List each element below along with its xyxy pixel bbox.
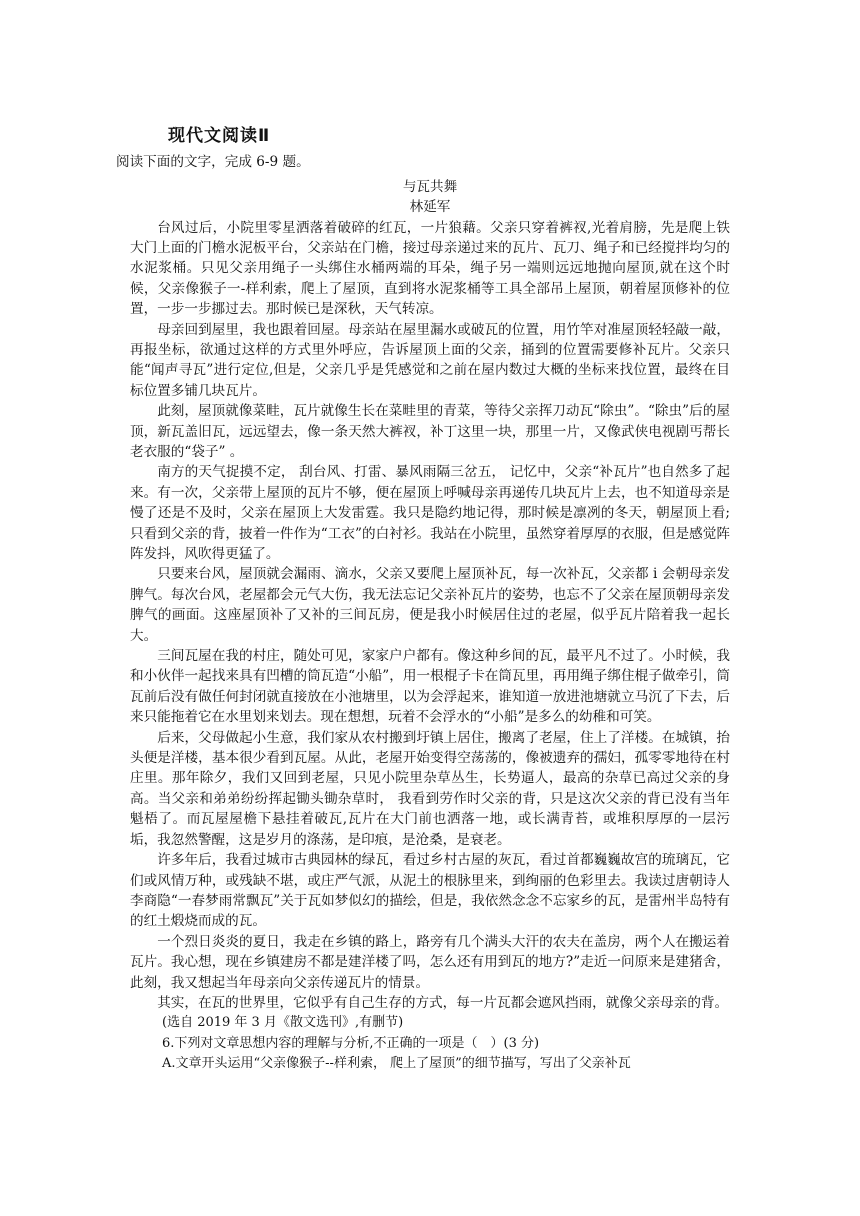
section-title: 现代文阅读Ⅱ (168, 126, 271, 146)
essay-paragraph: 母亲回到屋里，我也跟着回屋。母亲站在屋里漏水或破瓦的位置，用竹竿对准屋顶轻轻敲一敲，再报坐标，欲通过这样的方式里外呼应，告诉屋顶上面的父亲，捅到的位置需要修补瓦片。父亲只能“闻声寻瓦”进行定位,但是，父亲几乎是凭感觉和之前在屋内数过大概的坐标来找位置，最终在目标位置多铺几块瓦片。 (130, 321, 730, 399)
essay-paragraph: 一个烈日炎炎的夏日，我走在乡镇的路上，路旁有几个满头大汗的农夫在盖房，两个人在搬运着瓦片。我心想，现在乡镇建房不都是建洋楼了吗，怎么还有用到瓦的地方?”走近一问原来是建猪舍，此刻，我又想起当年母亲向父亲传递瓦片的情景。 (130, 933, 730, 991)
essay-source: (选自 2019 年 3 月《散文选刊》,有删节) (162, 1015, 404, 1031)
document-page (116, 124, 730, 1075)
essay-author: 林延军 (409, 199, 451, 215)
question-option-a: A.文章开头运用“父亲像猴子--样利索， 爬上了屋顶”的细节描写，写出了父亲补瓦 (162, 1056, 631, 1072)
essay-paragraph: 台风过后，小院里零星洒落着破碎的红瓦，一片狼藉。父亲只穿着裤衩,光着肩膀，先是爬上铁大门上面的门檐水泥板平台，父亲站在门檐，接过母亲递过来的瓦片、瓦刀、绳子和已经搅拌均匀的水泥浆桶。只见父亲用绳子一头绑住水桶两端的耳朵，绳子另一端则远远地抛向屋顶,就在这个时候，父亲像猴子一-样利索，爬上了屋顶，直到将水泥浆桶等工具全部吊上屋顶，朝着屋顶修补的位置，一步一步挪过去。那时候已是深秋，天气转凉。 (130, 219, 730, 318)
essay-paragraph: 许多年后，我看过城市古典园林的绿瓦，看过乡村古屋的灰瓦，看过首都巍巍故宫的琉璃瓦，它们或风情万种，或残缺不堪，或庄严气派，从泥土的根脉里来，到绚丽的色彩里去。我读过唐朝诗人李商隐“一春梦雨常飘瓦”关于瓦如梦似幻的描绘，但是，我依然念念不忘家乡的瓦，是雷州半岛特有的红土煅烧而成的瓦。 (130, 852, 730, 930)
essay-paragraph: 后来，父母做起小生意，我们家从农村搬到圩镇上居住，搬离了老屋，住上了洋楼。在城镇，抬头便是洋楼，基本很少看到瓦屋。从此，老屋开始变得空荡荡的，像被遗弃的孺妇，孤零零地待在村庄里。那年除夕，我们又回到老屋，只见小院里杂草丛生，长势逼人，最高的杂草已高过父亲的身高。当父亲和弟弟纷纷挥起锄头锄杂草时， 我看到劳作时父亲的背，只是这次父亲的背已没有当年魁梧了。而瓦屋屋檐下悬挂着破瓦,瓦片在大门前也洒落一地，或长满青苔，或堆积厚厚的一层污垢，我忽然警醒，这是岁月的涤荡，是印痕，是沧桑，是衰老。 (130, 729, 730, 848)
essay-paragraph: 其实，在瓦的世界里，它似乎有自己生存的方式，每一片瓦都会遮风挡雨，就像父亲母亲的背。 (157, 994, 729, 1011)
essay-paragraph: 只要来台风，屋顶就会漏雨、滴水，父亲又要爬上屋顶补瓦，每一次补瓦，父亲都 i 会朝母亲发脾气。每次台风，老屋都会元气大伤，我无法忘记父亲补瓦片的姿势，也忘不了父亲在屋顶朝母亲发脾气的画面。这座屋顶补了又补的三间瓦房，便是我小时候居住过的老屋，似乎瓦片陪着我一起长大。 (130, 566, 730, 644)
essay-paragraph: 三间瓦屋在我的村庄，随处可见，家家户户都有。像这种乡间的瓦，最平凡不过了。小时候，我和小伙伴一起找来具有凹槽的筒瓦造“小船”，用一根棍子卡在筒瓦里，再用绳子绑住棍子做牵引，筒瓦前后没有做任何封闭就直接放在小池塘里，以为会浮起来，谁知道一放进池塘就立马沉了下去，后来只能拖着它在水里划来划去。现在想想，玩着不会浮水的“小船”是多么的幼稚和可笑。 (130, 648, 730, 726)
essay-paragraph: 此刻，屋顶就像菜畦，瓦片就像生长在菜畦里的青菜，等待父亲挥刀动瓦“除虫”。“除虫”后的屋顶，新瓦盖旧瓦，远远望去，像一条天然大裤衩，补丁这里一块，那里一片，又像武侠电视剧丐帮长老衣服的“袋子” 。 (130, 403, 730, 460)
question-stem: 6.下列对文章思想内容的理解与分析,不正确的一项是（ ）(3 分) (162, 1035, 540, 1051)
essay-title: 与瓦共舞 (402, 178, 458, 195)
essay-paragraph: 南方的天气捉摸不定， 刮台风、打雷、暴风雨隔三岔五， 记忆中，父亲“补瓦片”也自然多了起来。有一次，父亲带上屋顶的瓦片不够，便在屋顶上呼喊母亲再递传几块瓦片上去，也不知道母亲是慢了还是不及时，父亲在屋顶上大发雷霆。我只是隐约地记得，那时候是凛冽的冬天，朝屋顶上看;只看到父亲的背，披着一件作为“工衣”的白衬衫。我站在小院里，虽然穿着厚厚的衣服，但是感觉阵阵发抖，风吹得更猛了。 (130, 464, 730, 562)
reading-instruction: 阅读下面的文字，完成 6-9 题。 (116, 154, 310, 170)
